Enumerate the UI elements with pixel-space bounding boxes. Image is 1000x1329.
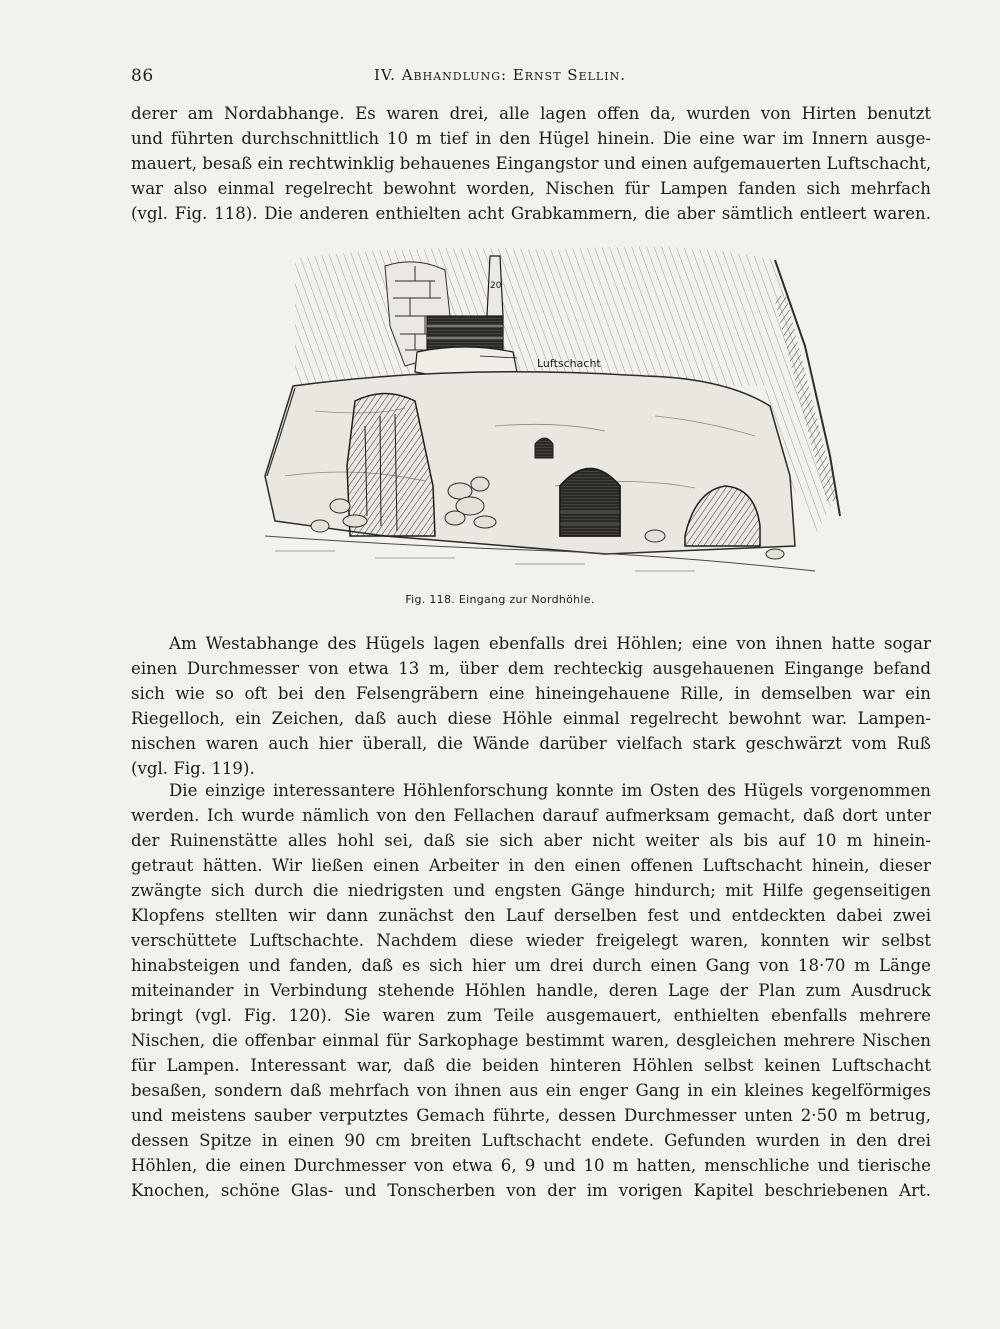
text-line: nischen waren auch hier überall, die Wände darüber vielfach stark geschwärzt vom Ruß: [131, 734, 931, 753]
figure-118-illustration: [255, 236, 845, 586]
text-line: Nischen, die offenbar einmal für Sarkophage bestimmt waren, desgleichen mehrere Nischen: [131, 1031, 931, 1050]
text-line: miteinander in Verbindung stehende Höhlen handle, deren Lage der Plan zum Ausdruck: [131, 981, 931, 1000]
text-line: Höhlen, die einen Durchmesser von etwa 6, 9 und 10 m hatten, menschliche und tierische: [131, 1156, 931, 1175]
text-line: derer am Nordabhange. Es waren drei, alle lagen offen da, wurden von Hirten benutzt: [131, 104, 931, 123]
paragraph-3: [131, 778, 931, 1203]
text-line: dessen Spitze in einen 90 cm breiten Luftschacht endete. Gefunden wurden in den drei: [131, 1131, 931, 1150]
text-line: mauert, besaß ein rechtwinklig behauenes Eingangstor und einen aufgemauerten Luftschacht,: [131, 154, 931, 173]
cave-doorway: [560, 469, 620, 537]
text-line: verschüttete Luftschachte. Nachdem diese wieder freigelegt waren, konnten wir selbst: [131, 931, 931, 950]
text-line: für Lampen. Interessant war, daß die beiden hinteren Höhlen selbst keinen Luftschacht: [131, 1056, 931, 1075]
text-line: werden. Ich wurde nämlich von den Fellachen darauf aufmerksam gemacht, daß dort unter: [131, 806, 931, 825]
text-line: sich wie so oft bei den Felsengräbern eine hineingehauene Rille, in demselben war ein: [131, 684, 931, 703]
text-line: Am Westabhange des Hügels lagen ebenfalls drei Höhlen; eine von ihnen hatte sogar: [169, 634, 931, 653]
text-line: und führten durchschnittlich 10 m tief in den Hügel hinein. Die eine war im Innern ausge-: [131, 129, 931, 148]
text-line: (vgl. Fig. 119).: [131, 759, 255, 778]
page-number: 86: [131, 66, 154, 86]
running-head: IV. Abhandlung: Ernst Sellin.: [374, 66, 626, 84]
text-line: der Ruinenstätte alles hohl sei, daß sie sich aber nicht weiter als bis auf 10 m hinein-: [131, 831, 931, 850]
paragraph-2: [131, 631, 931, 781]
text-line: besaßen, sondern daß mehrfach von ihnen aus ein enger Gang in ein kleines kegelförmiges: [131, 1081, 931, 1100]
text-line: (vgl. Fig. 118). Die anderen enthielten acht Grabkammern, die aber sämtlich entleert waren.: [131, 204, 931, 223]
text-line: zwängte sich durch die niedrigsten und engsten Gänge hindurch; mit Hilfe gegenseitigen: [131, 881, 931, 900]
text-line: hinabsteigen und fanden, daß es sich hier um drei durch einen Gang von 18·70 m Länge: [131, 956, 931, 975]
text-line: war also einmal regelrecht bewohnt worden, Nischen für Lampen fanden sich mehrfach: [131, 179, 931, 198]
lamp-niche: [535, 438, 553, 458]
text-line: getraut hätten. Wir ließen einen Arbeiter in den einen offenen Luftschacht hinein, dieser: [131, 856, 931, 875]
luftschacht-label: Luftschacht: [537, 357, 601, 370]
text-line: Klopfens stellten wir dann zunächst den Lauf derselben fest und entdeckten dabei zwei: [131, 906, 931, 925]
figure-number-label: 20: [490, 281, 502, 291]
text-line: Knochen, schöne Glas- und Tonscherben von der im vorigen Kapitel beschriebenen Art.: [131, 1181, 931, 1200]
text-line: Die einzige interessantere Höhlenforschung konnte im Osten des Hügels vorgenommen: [169, 781, 931, 800]
paragraph-1: [131, 101, 931, 226]
figure-caption: Fig. 118. Eingang zur Nordhöhle.: [405, 593, 595, 606]
text-line: bringt (vgl. Fig. 120). Sie waren zum Teile ausgemauert, enthielten ebenfalls mehrere: [131, 1006, 931, 1025]
text-line: Riegelloch, ein Zeichen, daß auch diese Höhle einmal regelrecht bewohnt war. Lampen-: [131, 709, 931, 728]
text-line: einen Durchmesser von etwa 13 m, über dem rechteckig ausgehauenen Eingange befand: [131, 659, 931, 678]
text-line: und meistens sauber verputztes Gemach führte, dessen Durchmesser unten 2·50 m betrug,: [131, 1106, 931, 1125]
